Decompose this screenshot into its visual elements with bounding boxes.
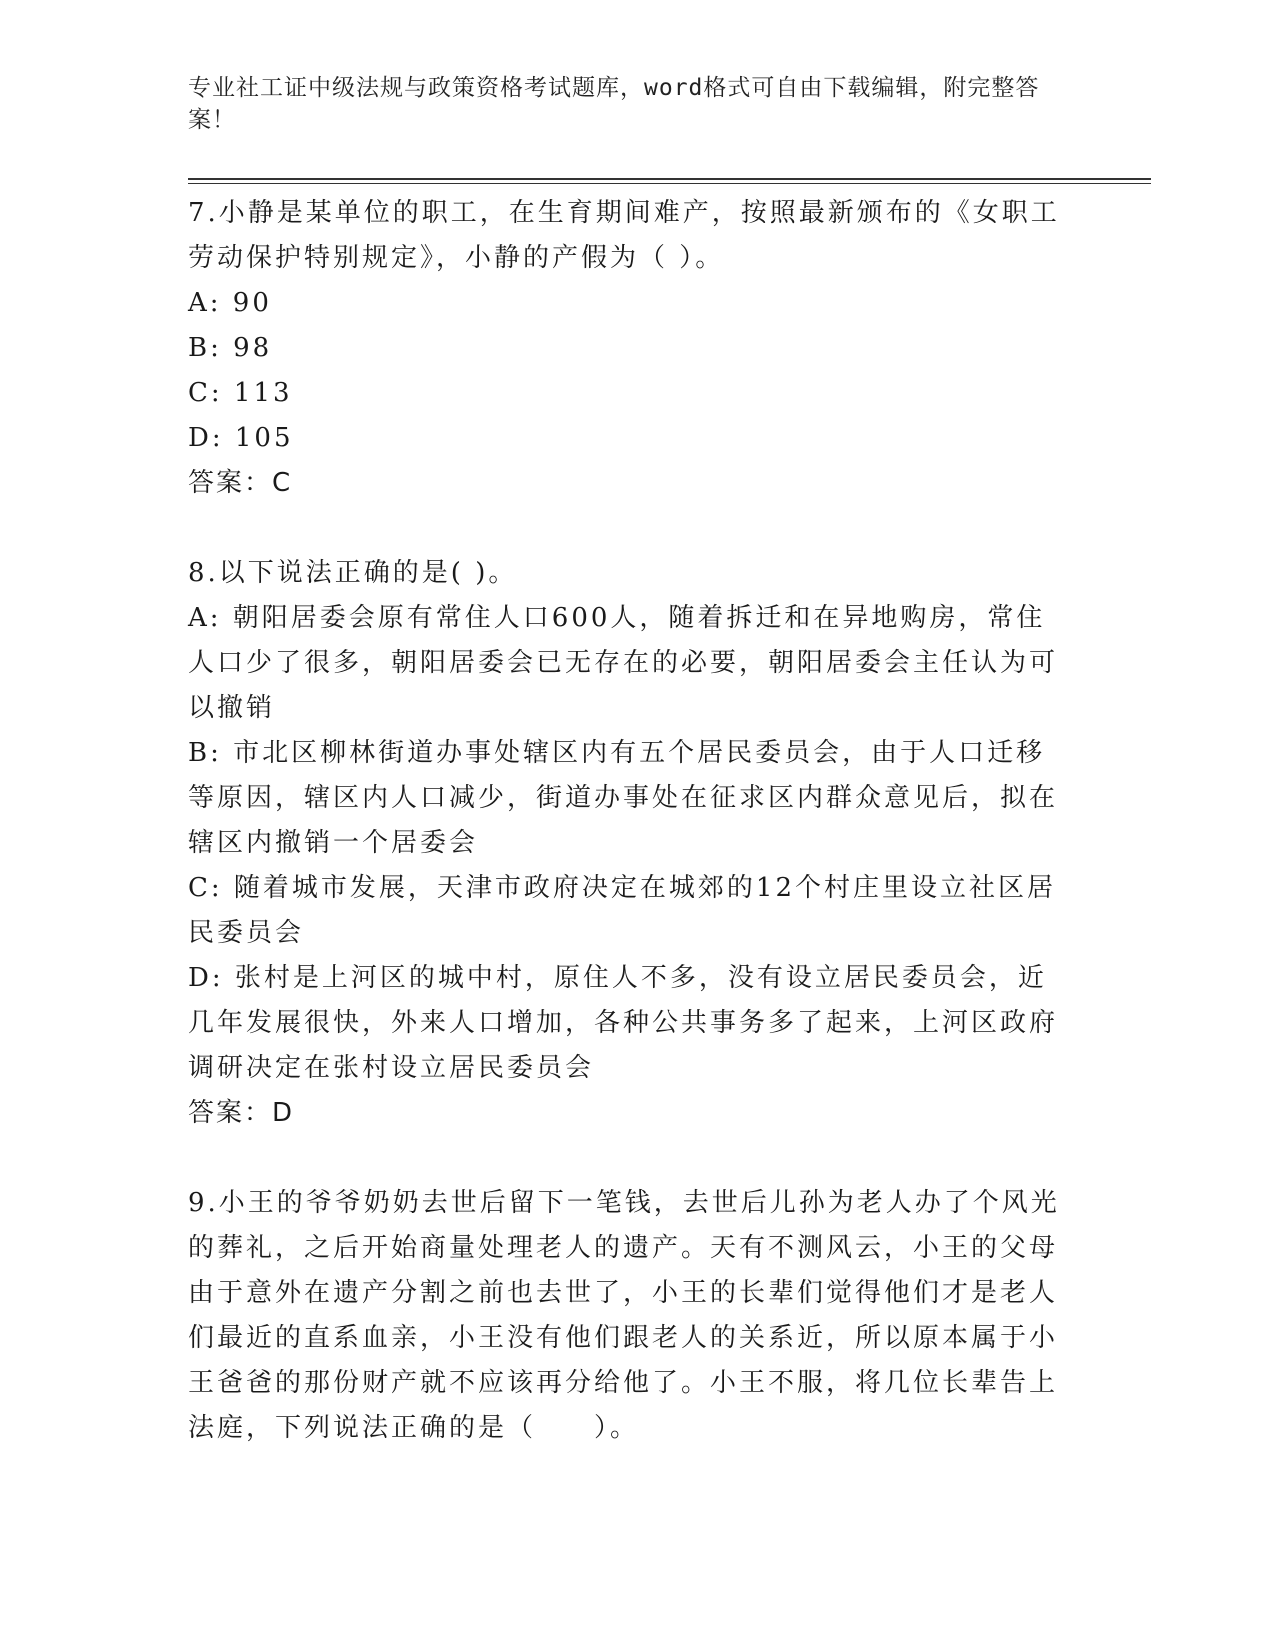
option-b: B: 市北区柳林街道办事处辖区内有五个居民委员会，由于人口迁移等原因，辖区内人口减少，街道办事处在征求区内群众意见后，拟在辖区内撤销一个居委会 (188, 738, 1059, 858)
option-c: C: 随着城市发展，天津市政府决定在城郊的12个村庄里设立社区居民委员会 (188, 873, 1057, 948)
spacer (188, 1136, 1068, 1181)
question-9 (188, 1181, 1068, 1451)
option-d: D: 105 (188, 423, 294, 453)
spacer (188, 506, 1068, 551)
header-divider (188, 178, 1151, 180)
option-a: A: 朝阳居委会原有常住人口600人，随着拆迁和在异地购房，常住人口少了很多，朝阳居委会已无存在的必要，朝阳居委会主任认为可以撤销 (188, 603, 1059, 723)
option-d: D: 张村是上河区的城中村，原住人不多，没有设立居民委员会，近几年发展很快，外来人口增加，各种公共事务多了起来，上河区政府调研决定在张村设立居民委员会 (188, 963, 1059, 1083)
question-stem: 9.小王的爷爷奶奶去世后留下一笔钱，去世后儿孙为老人办了个风光的葬礼，之后开始商量处理老人的遗产。天有不测风云，小王的父母由于意外在遗产分割之前也去世了，小王的长辈们觉得他们才是老人们最近的直系血亲，小王没有他们跟老人的关系近，所以原本属于小王爸爸的那份财产就不应该再分给他了。小王不服，将几位长辈告上法庭，下列说法正确的是（ ）。 (188, 1188, 1060, 1443)
option-a: A: 90 (188, 288, 272, 318)
question-stem: 7.小静是某单位的职工，在生育期间难产，按照最新颁布的《女职工劳动保护特别规定》，小静的产假为（ ）。 (188, 198, 1060, 273)
header-divider-thin (188, 183, 1151, 184)
answer-line: 答案：D (188, 1098, 295, 1128)
option-c: C: 113 (188, 378, 293, 408)
question-stem: 8.以下说法正确的是( )。 (188, 558, 518, 588)
answer-line: 答案：C (188, 468, 293, 498)
question-8 (188, 551, 1068, 1136)
option-b: B: 98 (188, 333, 273, 363)
document-header: 专业社工证中级法规与政策资格考试题库，word格式可自由下载编辑，附完整答案！ (188, 75, 1040, 133)
question-list (188, 191, 1068, 1451)
question-7 (188, 191, 1068, 506)
